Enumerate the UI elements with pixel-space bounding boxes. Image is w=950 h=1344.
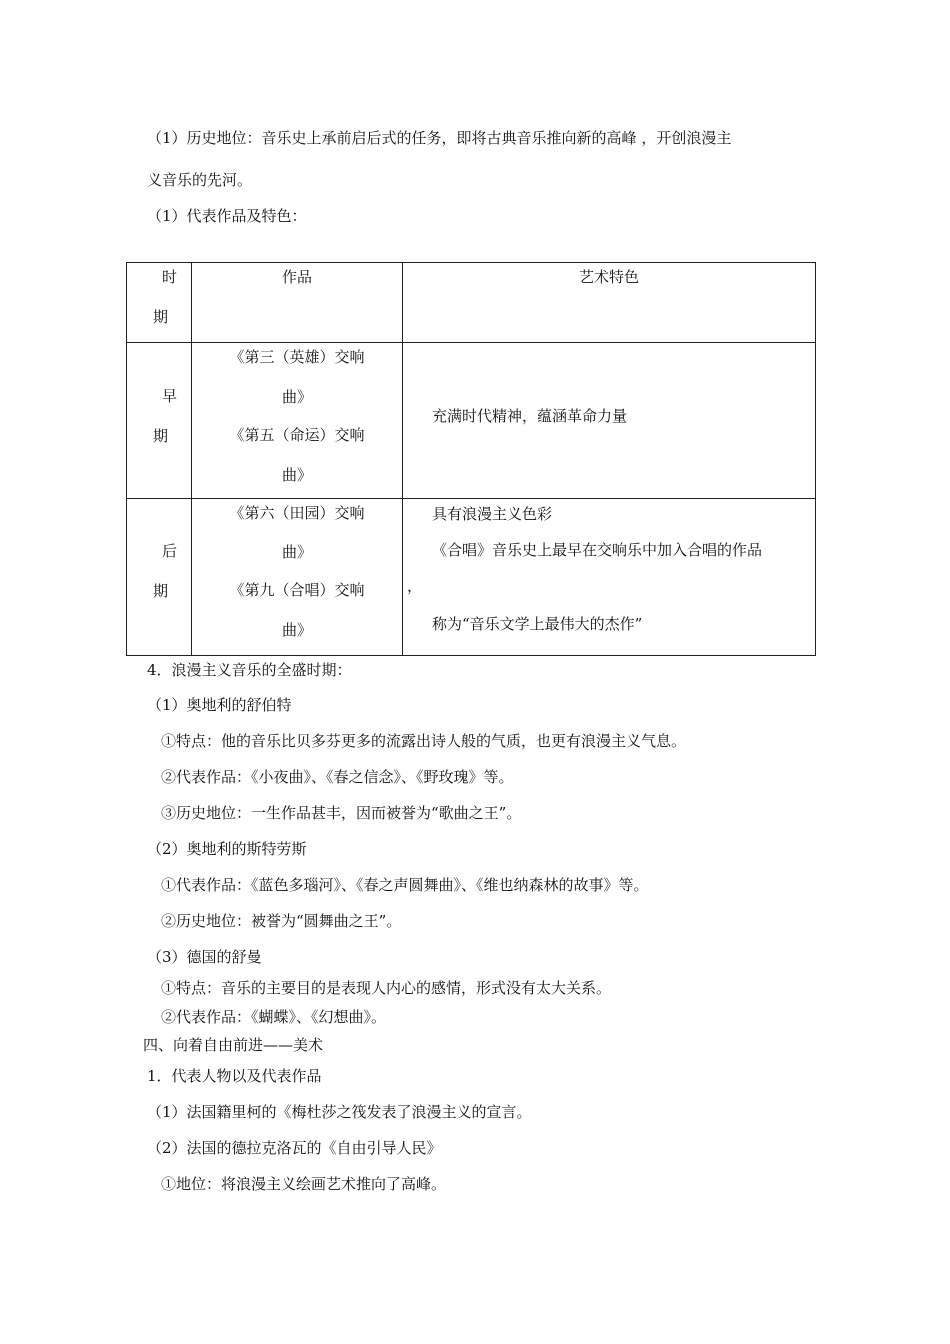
period-char-2: 期: [153, 582, 169, 600]
works-cell: [192, 343, 403, 499]
body-line: ①特点：他的音乐比贝多芬更多的流露出诗人般的气质，也更有浪漫主义气息。: [161, 732, 687, 750]
intro-line-1: （1）历史地位：音乐史上承前启后式的任务，即将古典音乐推向新的高峰 ，开创浪漫主: [147, 129, 732, 147]
section-heading: 1．代表人物以及代表作品: [147, 1067, 322, 1085]
subsection-heading: （1）法国籍里柯的《梅杜莎之筏发表了浪漫主义的宣言。: [147, 1103, 532, 1121]
header-works-cell: [192, 263, 403, 343]
feature-line: ，: [407, 577, 423, 595]
period-cell: [127, 343, 192, 499]
header-period-char-1: 时: [162, 268, 178, 286]
body-line: ①特点：音乐的主要目的是表现人内心的感情，形式没有太大关系。: [161, 979, 612, 997]
work-line: 《第九（合唱）交响: [229, 581, 365, 599]
header-features: 艺术特色: [578, 268, 639, 286]
intro-line-3: （1）代表作品及特色：: [147, 207, 307, 225]
work-line: 曲》: [281, 466, 312, 484]
period-char-1: 后: [162, 542, 178, 560]
header-period-cell: [127, 263, 192, 343]
period-cell: [127, 499, 192, 656]
work-line: 曲》: [281, 388, 312, 406]
work-line: 《第三（英雄）交响: [229, 348, 365, 366]
work-line: 《第五（命运）交响: [229, 426, 365, 444]
features-cell: [403, 343, 816, 499]
feature-line: 《合唱》音乐史上最早在交响乐中加入合唱的作品: [432, 541, 763, 559]
chapter-heading: 四、向着自由前进——美术: [143, 1036, 324, 1054]
subsection-heading: （3）德国的舒曼: [147, 948, 262, 966]
features-cell: [403, 499, 816, 656]
body-line: ②历史地位：被誉为“圆舞曲之王”。: [161, 912, 402, 930]
subsection-heading: （2）法国的德拉克洛瓦的《自由引导人民》: [147, 1139, 442, 1157]
subsection-heading: （1）奥地利的舒伯特: [147, 696, 292, 714]
intro-line-2: 义音乐的先河。: [147, 171, 253, 189]
header-features-cell: [403, 263, 816, 343]
feature-line: 具有浪漫主义色彩: [432, 505, 553, 523]
period-char-1: 早: [162, 387, 178, 405]
work-line: 曲》: [281, 543, 312, 561]
period-char-2: 期: [153, 427, 169, 445]
section-heading: 4．浪漫主义音乐的全盛时期：: [147, 661, 352, 679]
works-cell: [192, 499, 403, 656]
works-table: [126, 262, 816, 656]
body-line: ①地位：将浪漫主义绘画艺术推向了高峰。: [161, 1175, 447, 1193]
feature-line: 充满时代精神，蕴涵革命力量: [432, 407, 628, 425]
feature-line: 称为“音乐文学上最伟大的杰作”: [432, 615, 643, 633]
subsection-heading: （2）奥地利的斯特劳斯: [147, 840, 307, 858]
table-row: [127, 343, 816, 499]
body-line: ③历史地位：一生作品甚丰，因而被誉为“歌曲之王”。: [161, 804, 522, 822]
table-header-row: [127, 263, 816, 343]
header-works: 作品: [281, 268, 312, 286]
work-line: 《第六（田园）交响: [229, 504, 365, 522]
work-line: 曲》: [281, 621, 312, 639]
header-period-char-2: 期: [153, 308, 169, 326]
table-row: [127, 499, 816, 656]
body-line: ②代表作品：《小夜曲》、《春之信念》、《野玫瑰》等。: [161, 768, 514, 786]
body-line: ①代表作品：《蓝色多瑙河》、《春之声圆舞曲》、《维也纳森林的故事》等。: [161, 876, 649, 894]
body-line: ②代表作品：《蝴蝶》、《幻想曲》。: [161, 1008, 387, 1026]
